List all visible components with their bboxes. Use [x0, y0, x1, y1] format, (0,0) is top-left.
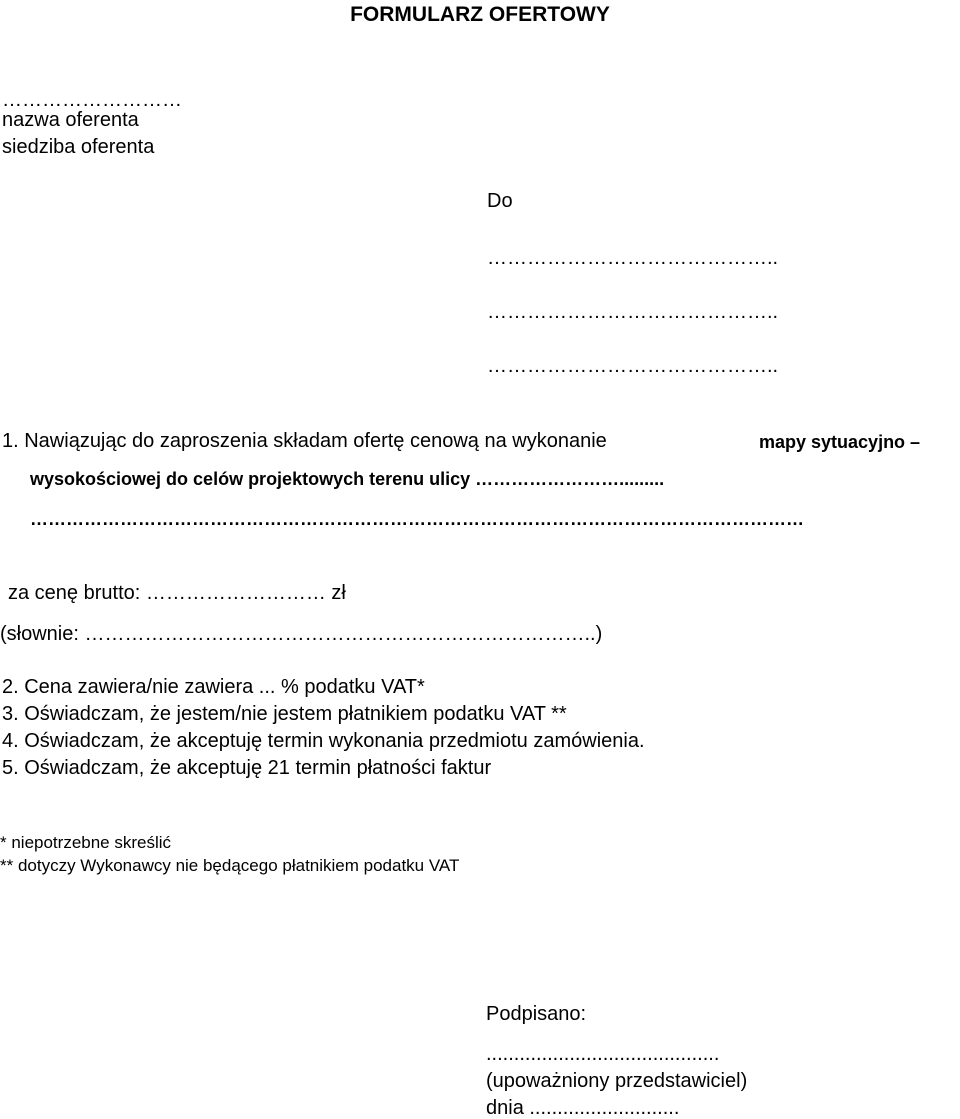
offeror-name-label: nazwa oferenta [2, 109, 139, 131]
offeror-seat-label: siedziba oferenta [2, 136, 155, 158]
signature-date: dnia ........................... [486, 1097, 680, 1119]
item-1-bold-part1: mapy sytuacyjno – [759, 432, 921, 452]
recipient-to-label: Do [487, 190, 513, 212]
price-gross-label: za cenę brutto: ……………………… zł [8, 582, 346, 604]
item-5: 5. Oświadczam, że akceptuję 21 termin płatności faktur [2, 757, 492, 779]
item-3: 3. Oświadczam, że jestem/nie jestem płatnikiem podatku VAT ** [2, 703, 567, 725]
price-in-words: (słownie: …………………………………………………………………..) [0, 623, 603, 645]
form-title: FORMULARZ OFERTOWY [350, 3, 610, 26]
footnote-2: ** dotyczy Wykonawcy nie będącego płatnikiem podatku VAT [0, 856, 460, 875]
recipient-line-3: …………………………………….. [487, 355, 779, 377]
item-1-bold-line3: ………………………………………………………………………………………………………………… [30, 509, 804, 529]
item-4: 4. Oświadczam, że akceptuję termin wykonania przedmiotu zamówienia. [2, 730, 645, 752]
offeror-dots: ……………………… [2, 89, 182, 111]
footnote-1: * niepotrzebne skreślić [0, 833, 172, 852]
signature-dots: .......................................... [486, 1043, 720, 1065]
signature-role: (upoważniony przedstawiciel) [486, 1070, 748, 1092]
recipient-line-2: …………………………………….. [487, 301, 779, 323]
item-1-text: 1. Nawiązując do zaproszenia składam ofertę cenową na wykonanie [2, 430, 607, 452]
signature-label: Podpisano: [486, 1003, 587, 1025]
recipient-line-1: …………………………………….. [487, 247, 779, 269]
item-1-bold-part2: wysokościowej do celów projektowych terenu ulicy ……………………......... [30, 469, 665, 489]
item-2: 2. Cena zawiera/nie zawiera ... % podatku VAT* [2, 676, 425, 698]
